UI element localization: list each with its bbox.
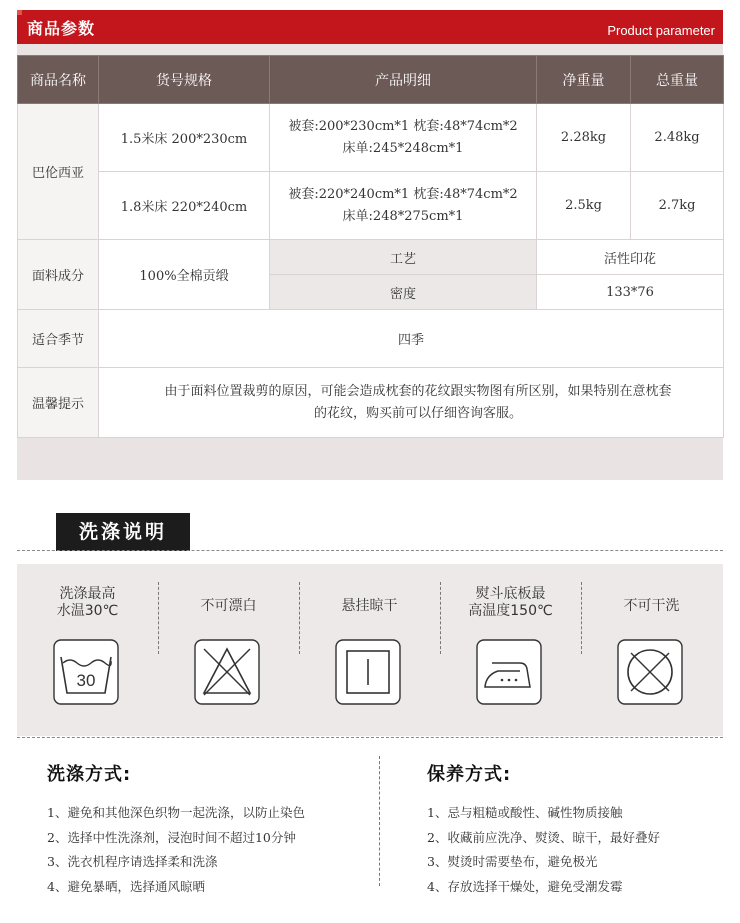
wash-item-no-dry-clean (581, 564, 722, 736)
wash-method-title: 洗涤方式: (47, 764, 132, 785)
table-header-row (18, 56, 724, 104)
season-value: 四季 (99, 310, 724, 368)
detail-cell (270, 104, 537, 172)
tip-line: 的花纹，购买前可以仔细咨询客服。 (313, 405, 522, 421)
tip-label: 温馨提示 (18, 368, 99, 438)
dashed-separator (379, 756, 380, 886)
parameter-header-bar (17, 10, 723, 44)
wash-item-label (440, 586, 581, 620)
iron-icon (476, 639, 542, 705)
header-gross-weight: 总重量 (631, 56, 724, 104)
list-item: 1、避免和其他深色织物一起洗涤，以防止染色 (47, 805, 305, 820)
table-row (18, 240, 724, 275)
hang-dry-icon (335, 639, 401, 705)
table-row (18, 172, 724, 240)
list-item: 2、收藏前应洗净、熨烫、晾干，最好叠好 (427, 829, 660, 845)
dashed-divider (17, 550, 723, 551)
fabric-label: 面料成分 (18, 240, 99, 310)
density-value: 133*76 (537, 275, 724, 310)
wash-title-box (56, 513, 190, 551)
table-row (18, 104, 724, 172)
maintain-method-column (427, 760, 660, 899)
parameter-title-cn: 商品参数 (27, 19, 96, 38)
header-spec: 货号规格 (99, 56, 270, 104)
label-line: 熨斗底板最 (475, 586, 546, 602)
list-item: 1、忌与粗糙或酸性、碱性物质接触 (427, 805, 623, 820)
label-line: 水温30℃ (56, 603, 119, 619)
wash-method-column (47, 760, 305, 899)
detail-line: 床单:248*275cm*1 (342, 208, 464, 224)
header-net-weight: 净重量 (537, 56, 631, 104)
spec-cell: 1.8米床 220*240cm (99, 172, 270, 240)
list-item: 2、选择中性洗涤剂，浸泡时间不超过10分钟 (47, 829, 296, 845)
wash-item-label (17, 586, 158, 620)
list-item: 4、存放选择干燥处，避免受潮发霉 (427, 878, 623, 894)
wash-temp-text: 30 (76, 671, 96, 690)
wash-method-list (47, 801, 305, 899)
wash-item-label (158, 598, 299, 615)
fabric-value: 100%全棉贡缎 (99, 240, 270, 310)
wash-item-hang-dry (299, 564, 440, 736)
product-parameter-section (17, 10, 723, 480)
corner-accent (17, 10, 22, 15)
maintain-method-list (427, 801, 660, 899)
gross-weight-cell: 2.7kg (631, 172, 724, 240)
maintain-method-title: 保养方式: (427, 764, 512, 785)
tip-line: 由于面料位置裁剪的原因，可能会造成枕套的花纹跟实物图有所区别，如果特别在意枕套 (164, 383, 672, 399)
wash-symbols-panel (17, 564, 723, 736)
label-line: 高温度150℃ (468, 603, 553, 619)
wash-item-label (299, 598, 440, 615)
header-detail: 产品明细 (270, 56, 537, 104)
detail-cell (270, 172, 537, 240)
tip-text (99, 368, 724, 438)
season-label: 适合季节 (18, 310, 99, 368)
density-label: 密度 (270, 275, 537, 310)
wash-item-label (581, 598, 722, 615)
wash-item-no-bleach (158, 564, 299, 736)
list-item: 3、熨烫时需要垫布，避免极光 (427, 854, 598, 869)
label-line: 不可漂白 (200, 598, 257, 614)
care-panel (17, 738, 723, 898)
wash-title: 洗涤说明 (78, 521, 167, 543)
table-row (18, 368, 724, 438)
craft-value: 活性印花 (537, 240, 724, 275)
craft-label: 工艺 (270, 240, 537, 275)
detail-line: 被套:200*230cm*1 枕套:48*74cm*2 (288, 118, 518, 134)
detail-line: 被套:220*240cm*1 枕套:48*74cm*2 (288, 186, 518, 202)
label-line: 不可干洗 (623, 598, 680, 614)
list-item: 4、避免暴晒，选择通风晾晒 (47, 878, 205, 894)
detail-line: 床单:245*248cm*1 (342, 140, 464, 156)
spec-cell: 1.5米床 200*230cm (99, 104, 270, 172)
product-name-cell: 巴伦西亚 (18, 104, 99, 240)
parameter-title-en: Product parameter (607, 23, 715, 38)
no-dry-clean-icon (617, 639, 683, 705)
net-weight-cell: 2.28kg (537, 104, 631, 172)
header-product-name: 商品名称 (18, 56, 99, 104)
label-line: 洗涤最高 (59, 586, 116, 602)
table-row (18, 310, 724, 368)
list-item: 3、洗衣机程序请选择柔和洗涤 (47, 854, 218, 869)
wash-30-icon (53, 639, 119, 705)
wash-item-30 (17, 564, 158, 736)
no-bleach-icon (194, 639, 260, 705)
net-weight-cell: 2.5kg (537, 172, 631, 240)
label-line: 悬挂晾干 (341, 598, 398, 614)
wash-item-iron (440, 564, 581, 736)
gross-weight-cell: 2.48kg (631, 104, 724, 172)
parameter-table (17, 55, 724, 438)
